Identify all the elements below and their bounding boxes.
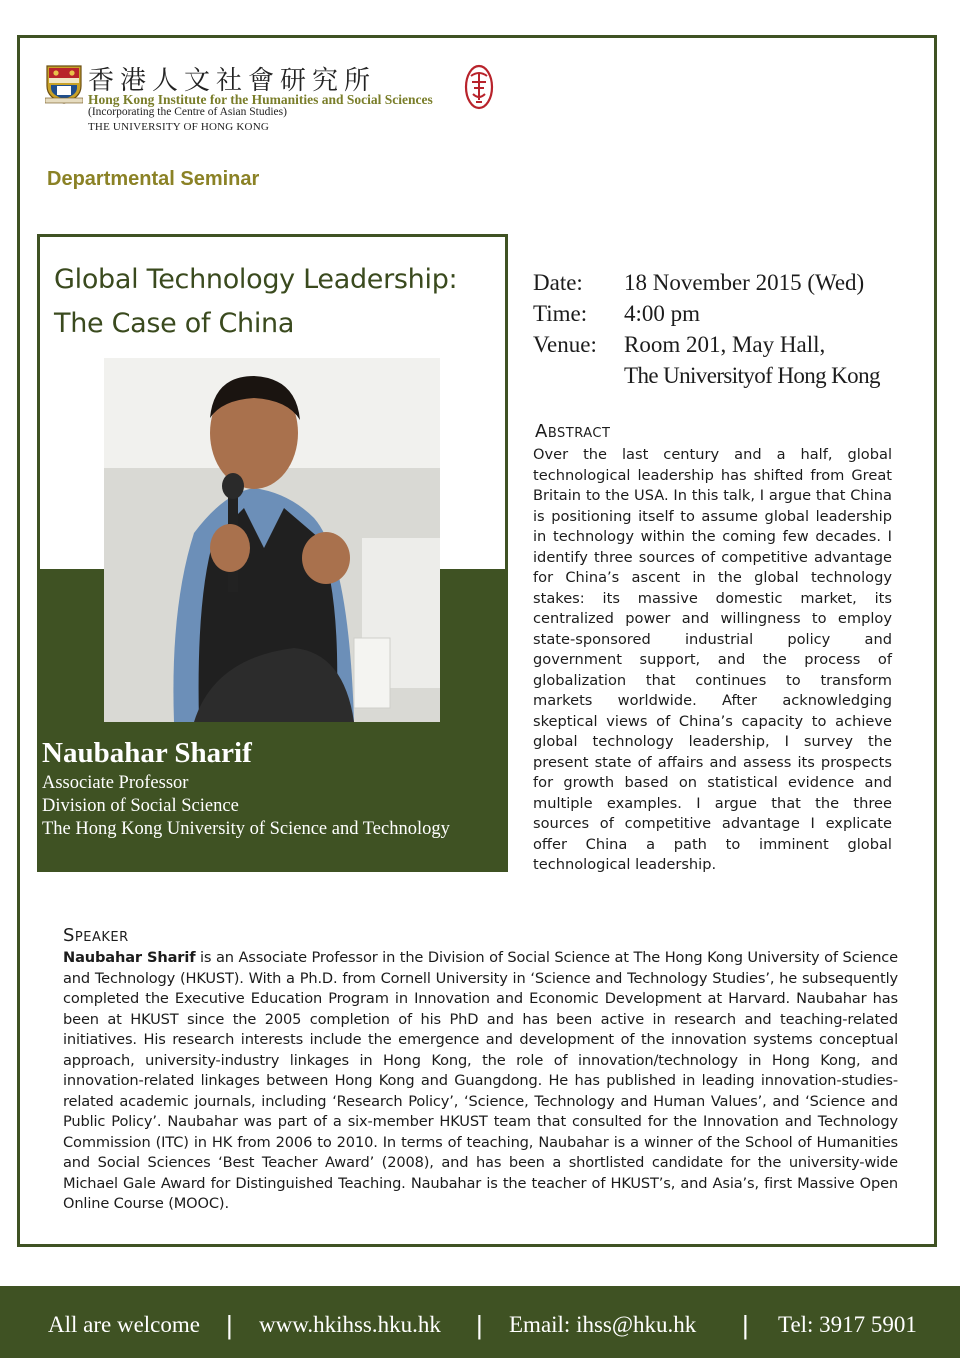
footer-telephone: Tel: 3917 5901 — [778, 1312, 917, 1337]
institute-chinese-name: 香港人文社會研究所 — [88, 66, 377, 96]
speaker-division: Division of Social Science — [42, 796, 239, 816]
speaker-bio — [63, 948, 898, 1215]
venue-value-line1: Room 201, May Hall, — [624, 332, 826, 357]
time-label: Time: — [533, 301, 588, 326]
footer-website-link[interactable]: www.hkihss.hku.hk — [259, 1312, 441, 1337]
university-name: THE UNIVERSITY OF HONG KONG — [88, 121, 269, 133]
talk-title-line2: The Case of China — [54, 308, 295, 339]
time-value: 4:00 pm — [624, 301, 701, 326]
date-label: Date: — [533, 270, 583, 295]
speaker-bio-text: is an Associate Professor in the Division of Social Science at The Hong Kong University of Science and Technology (HKUST). With a Ph.D. from Cornell University in ‘Science and Technology Studies’, he subsequently completed the Executive Education Program in Innovation and Economic Development at Harvard. Naubahar has been at HKUST since the 2005 completion of his PhD and has been active in research and teaching-related initiatives. His research interests include the emergence and development of the innovation systems conceptual approach, university-industry linkages in Hong Kong, the role of innovation/technology in Hong Kong, and innovation-related linkages between Hong Kong and Guangdong. He has published in leading innovation-studies-related academic journals, including ‘Research Policy’, ‘Science, Technology and Human Values’, and ‘Science and Public Policy’. Naubahar was part of a six-member HKUST team that consulted for the Innovation and Technology Commission (ITC) in HK from 2006 to 2010. In terms of teaching, Naubahar is a winner of the School of Humanities and Social Sciences ‘Best Teacher Award’ (2008), and has been a shortlisted candidate for the university-wide Michael Gale Award for Distinguished Teaching. Naubahar is the teacher of HKUST’s, and Asia’s, first Massive Open Online Course (MOOC). — [63, 949, 898, 1212]
institute-incorporating: (Incorporating the Centre of Asian Studies) — [88, 106, 287, 118]
speaker-position: Associate Professor — [42, 773, 189, 793]
venue-label: Venue: — [533, 332, 597, 357]
footer-separator: | — [226, 1310, 233, 1340]
talk-title — [54, 258, 457, 346]
venue-value-line2: The Universityof Hong Kong — [624, 363, 880, 388]
institute-seal-icon — [462, 62, 496, 112]
talk-title-line1: Global Technology Leadership: — [54, 264, 458, 295]
speaker-photo — [104, 358, 440, 722]
footer-separator: | — [476, 1310, 483, 1340]
abstract-text: Over the last century and a half, global technological leadership has shifted from Great Britain to the USA. In this talk, I argue that China is positioning itself to assume global leadership in technology within the coming few decades. I identify three sources of competitive advantage for China’s ascent in the global technology stakes: its massive domestic market, its centralized power and willingness to employ state-sponsored industrial policy and government support, and the process of globalization that continues to transform markets worldwide. After acknowledging skeptical views of China’s capacity to achieve global technology leadership, I survey the present state of affairs and assess its prospects for growth based on statistical evidence and multiple examples. I argue that the three sources of competitive advantage I explicate offer China a path to imminent global technological leadership. — [533, 446, 892, 873]
footer-separator: | — [742, 1310, 749, 1340]
seminar-type-label: Departmental Seminar — [47, 168, 260, 190]
footer-welcome: All are welcome — [48, 1312, 200, 1337]
speaker-bio-name: Naubahar Sharif — [63, 949, 196, 966]
speaker-heading: Speaker — [63, 925, 129, 946]
hku-crest-icon — [45, 64, 83, 104]
speaker-name: Naubahar Sharif — [42, 737, 252, 769]
abstract-heading: Abstract — [535, 421, 611, 442]
date-value: 18 November 2015 (Wed) — [624, 270, 865, 295]
footer-email-link[interactable]: Email: ihss@hku.hk — [509, 1312, 697, 1337]
institute-name: Hong Kong Institute for the Humanities and Social Sciences — [88, 92, 433, 107]
speaker-institution: The Hong Kong University of Science and Technology — [42, 819, 450, 839]
